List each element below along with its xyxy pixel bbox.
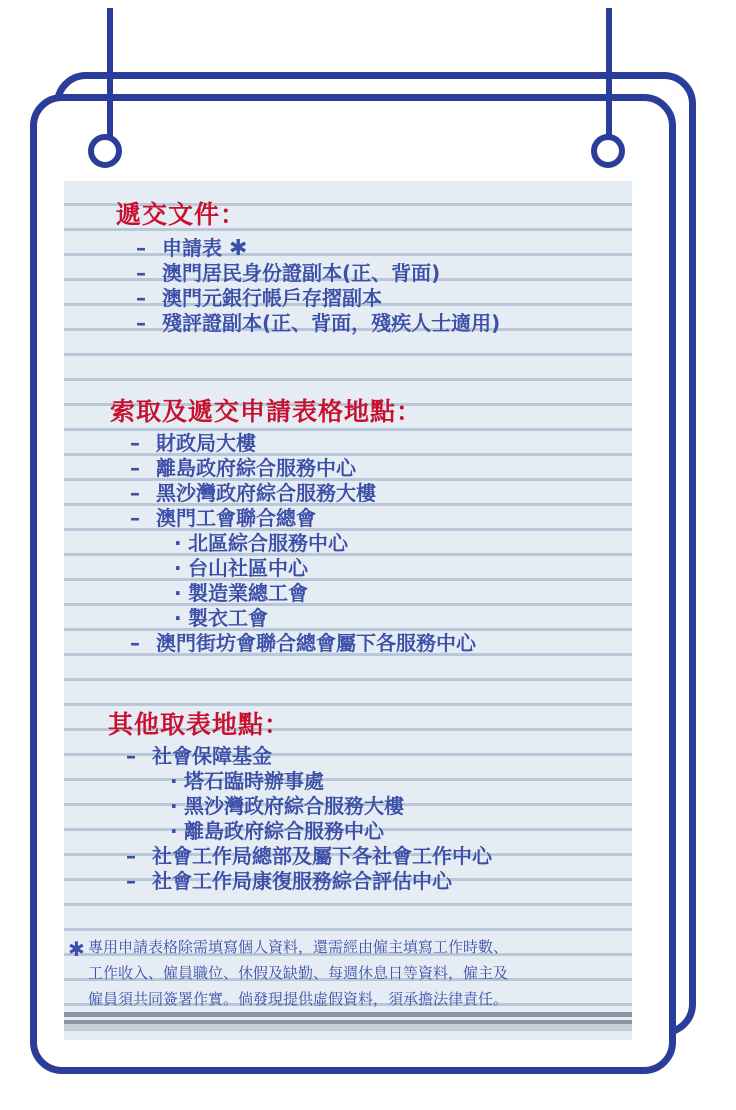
list-item: – 黑沙灣政府綜合服務大樓: [130, 481, 376, 505]
heading-documents: 遞交文件：: [116, 200, 247, 229]
heading-obtain-submit-locations: 索取及遞交申請表格地點：: [110, 397, 423, 426]
ring-right-icon: [591, 134, 625, 168]
paper-bottom-bars: [64, 1012, 632, 1030]
list-item: – 社會保障基金: [126, 744, 272, 768]
list-item: – 財政局大樓: [130, 431, 256, 455]
list-item: – 澳門元銀行帳戶存摺副本: [136, 286, 382, 310]
list-item: – 社會工作局總部及屬下各社會工作中心: [126, 844, 492, 868]
list-item: – 殘評證副本(正、背面，殘疾人士適用): [136, 311, 501, 335]
sub-list-item: · 塔石臨時辦事處: [170, 769, 324, 793]
sub-list-item: · 離島政府綜合服務中心: [170, 819, 384, 843]
list-item: – 澳門居民身份證副本(正、背面): [136, 261, 441, 285]
list-item: – 澳門工會聯合總會: [130, 506, 316, 530]
sub-list-item: · 黑沙灣政府綜合服務大樓: [170, 794, 404, 818]
hanging-string-right: [606, 8, 612, 140]
footnote-line: 工作收入、僱員職位、休假及缺勤、每週休息日等資料，僱主及: [88, 964, 509, 982]
footnote-line: 僱員須共同簽署作實。倘發現提供虛假資料，須承擔法律責任。: [88, 990, 509, 1008]
sub-list-item: · 北區綜合服務中心: [174, 531, 348, 555]
sub-list-item: · 製造業總工會: [174, 581, 308, 605]
list-item: – 社會工作局康復服務綜合評估中心: [126, 869, 452, 893]
list-item: – 離島政府綜合服務中心: [130, 456, 356, 480]
sub-list-item: · 製衣工會: [174, 606, 268, 630]
heading-other-locations: 其他取表地點：: [108, 710, 291, 739]
footnote-line: 專用申請表格除需填寫個人資料，還需經由僱主填寫工作時數、: [88, 938, 509, 956]
hanging-string-left: [107, 8, 113, 140]
list-item: – 申請表 ✱: [136, 236, 248, 261]
list-item: – 澳門街坊會聯合總會屬下各服務中心: [130, 631, 476, 655]
asterisk-icon: ✱: [228, 236, 248, 261]
footnote: [68, 934, 628, 1012]
sub-list-item: · 台山社區中心: [174, 556, 308, 580]
ring-left-icon: [88, 134, 122, 168]
asterisk-icon: ✱: [68, 937, 85, 961]
